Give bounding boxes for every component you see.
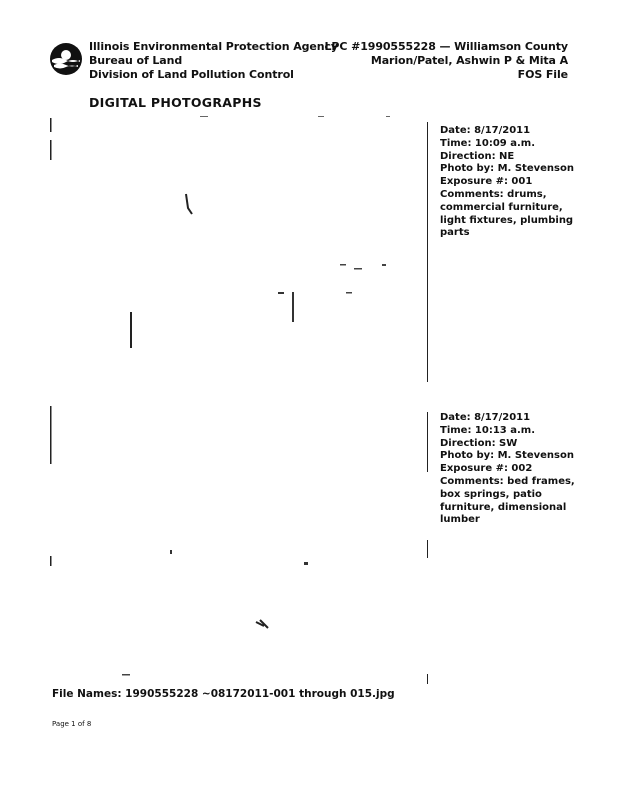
site-lpc-number: LPC #1990555228 — Williamson County bbox=[324, 40, 568, 53]
file-names: File Names: 1990555228 ~08172011-001 through 015.jpg bbox=[52, 688, 395, 700]
site-file-type: FOS File bbox=[517, 68, 568, 81]
bureau-name: Bureau of Land bbox=[89, 54, 183, 67]
site-owner: Marion/Patel, Ashwin P & Mita A bbox=[370, 54, 568, 67]
agency-name: Illinois Environmental Protection Agency bbox=[89, 40, 338, 53]
photo-1-direction: Direction: NE bbox=[440, 150, 515, 162]
photo-1 bbox=[50, 116, 428, 384]
illinois-epa-logo-icon bbox=[49, 42, 83, 76]
photo-2-photographer: Photo by: M. Stevenson bbox=[440, 450, 574, 462]
photo-1-exposure: Exposure #: 001 bbox=[440, 176, 533, 188]
photo-2 bbox=[50, 404, 428, 684]
photo-1-comments: Comments: drums, commercial furniture, light fixtures, plumbing parts bbox=[440, 188, 574, 239]
photo-2-scan-artifacts bbox=[50, 404, 428, 684]
division-name: Division of Land Pollution Control bbox=[89, 68, 294, 81]
photo-2-comments: Comments: bed frames, box springs, patio furniture, dimensional lumber bbox=[440, 475, 575, 526]
photo-2-date: Date: 8/17/2011 bbox=[440, 412, 531, 423]
photo-1-photographer: Photo by: M. Stevenson bbox=[440, 163, 574, 175]
photo-2-caption bbox=[440, 412, 580, 527]
page-number: Page 1 of 8 bbox=[52, 720, 92, 728]
section-title: DIGITAL PHOTOGRAPHS bbox=[89, 95, 262, 110]
site-header bbox=[325, 40, 568, 82]
agency-header bbox=[89, 40, 338, 82]
photo-2-time: Time: 10:13 a.m. bbox=[440, 424, 536, 436]
photo-2-direction: Direction: SW bbox=[440, 437, 518, 449]
photo-1-time: Time: 10:09 a.m. bbox=[440, 137, 536, 149]
photo-1-scan-artifacts bbox=[50, 116, 428, 384]
photo-2-exposure: Exposure #: 002 bbox=[440, 463, 533, 475]
photo-1-caption bbox=[440, 125, 580, 240]
photo-1-date: Date: 8/17/2011 bbox=[440, 125, 531, 136]
